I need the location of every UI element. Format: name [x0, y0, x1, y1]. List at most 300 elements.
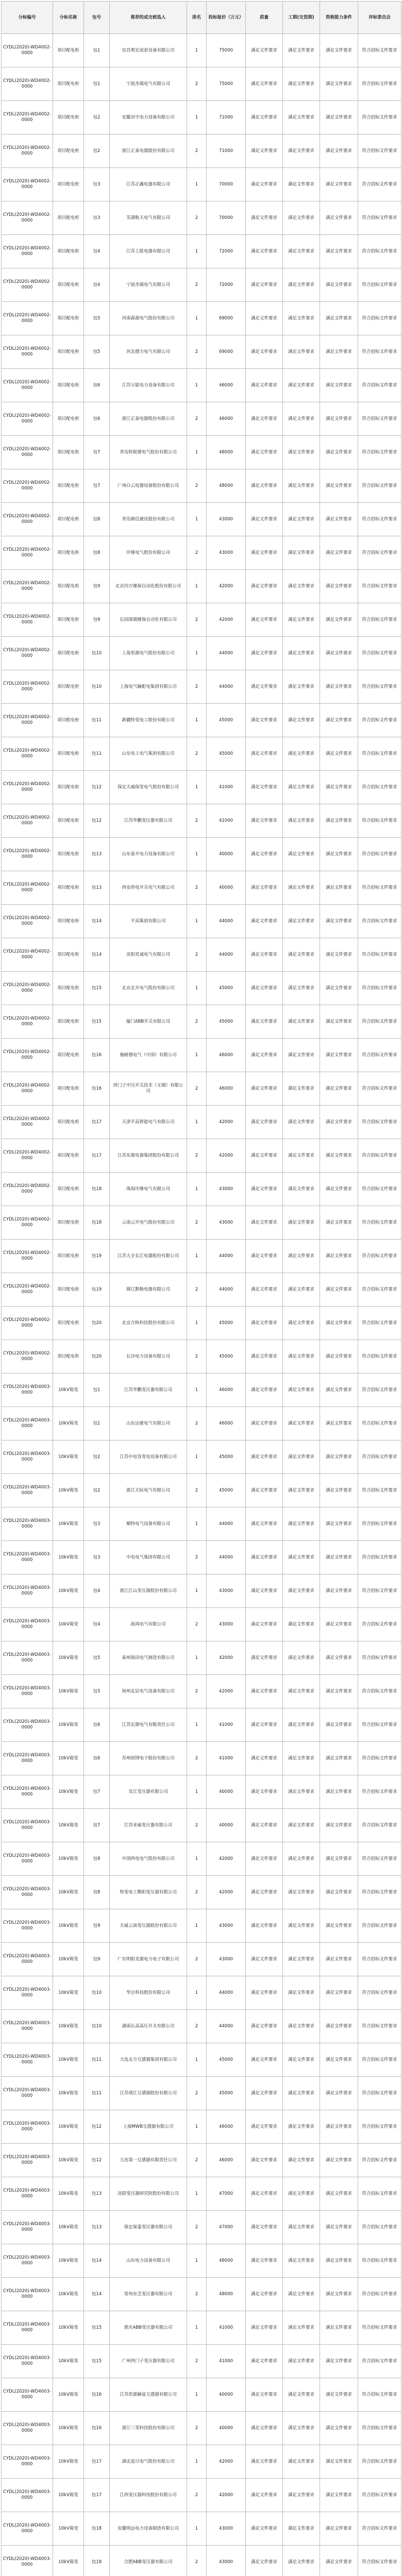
cell-qualification: 满足文件要求 — [320, 2211, 358, 2244]
cell-candidate: 华自科技股份有限公司 — [110, 1976, 187, 2010]
cell-section-code: CYDL(2020)-WD4002-0000 — [2, 938, 53, 972]
cell-quality: 满足文件要求 — [246, 335, 283, 369]
cell-section-name: 10kV箱变 — [53, 2110, 84, 2144]
cell-committee: 符合招标文件要求 — [358, 1608, 401, 1641]
cell-bid-price: 42000 — [207, 1139, 246, 1173]
header-delivery: 工期(交货期) — [283, 2, 320, 34]
cell-package: 包11 — [84, 737, 110, 771]
cell-qualification: 满足文件要求 — [320, 503, 358, 536]
cell-committee: 符合招标文件要求 — [358, 1072, 401, 1106]
cell-bid-price: 46000 — [207, 1407, 246, 1440]
cell-section-name: 10kV箱变 — [53, 2412, 84, 2445]
cell-committee: 符合招标文件要求 — [358, 1943, 401, 1976]
cell-quality: 满足文件要求 — [246, 804, 283, 838]
cell-package: 包17 — [84, 1139, 110, 1173]
cell-delivery: 满足文件要求 — [283, 2445, 320, 2479]
cell-section-code: CYDL(2020)-WD4003-0000 — [2, 1976, 53, 2010]
cell-bid-price: 45000 — [207, 1005, 246, 1039]
cell-committee: 符合招标文件要求 — [358, 2211, 401, 2244]
cell-package: 包20 — [84, 1340, 110, 1374]
cell-delivery: 满足文件要求 — [283, 1374, 320, 1407]
cell-qualification: 满足文件要求 — [320, 670, 358, 704]
cell-bid-price: 72000 — [207, 235, 246, 268]
cell-package: 包1 — [84, 67, 110, 101]
cell-rank: 2 — [187, 268, 207, 302]
cell-delivery: 满足文件要求 — [283, 603, 320, 637]
cell-quality: 满足文件要求 — [246, 2211, 283, 2244]
cell-committee: 符合招标文件要求 — [358, 2479, 401, 2512]
cell-qualification: 满足文件要求 — [320, 2177, 358, 2211]
table-row — [2, 804, 401, 838]
cell-bid-price: 71000 — [207, 101, 246, 134]
cell-bid-price: 43000 — [207, 2512, 246, 2546]
table-row — [2, 2278, 401, 2311]
cell-committee: 符合招标文件要求 — [358, 1976, 401, 2010]
cell-candidate: 江苏宏源电气有限责任公司 — [110, 1708, 187, 1742]
cell-section-name: 10kV箱变 — [53, 1474, 84, 1507]
cell-delivery: 满足文件要求 — [283, 871, 320, 905]
cell-candidate: 沈阳昊诚电气有限公司 — [110, 938, 187, 972]
cell-committee: 符合招标文件要求 — [358, 1005, 401, 1039]
header-section-name: 分标名称 — [53, 2, 84, 34]
cell-section-name: 10kV箱变 — [53, 1742, 84, 1775]
table-row — [2, 2244, 401, 2278]
cell-section-name: 10kV箱变 — [53, 1641, 84, 1675]
cell-quality: 满足文件要求 — [246, 704, 283, 737]
cell-delivery: 满足文件要求 — [283, 1574, 320, 1608]
cell-package: 包19 — [84, 1240, 110, 1273]
cell-section-code: CYDL(2020)-WD4002-0000 — [2, 1206, 53, 1240]
cell-section-name: 项目配电柜 — [53, 1173, 84, 1206]
cell-qualification: 满足文件要求 — [320, 168, 358, 201]
cell-delivery: 满足文件要求 — [283, 1474, 320, 1507]
cell-package: 包11 — [84, 2043, 110, 2077]
cell-bid-price: 44000 — [207, 1273, 246, 1307]
cell-candidate: 顺特电气设备有限公司 — [110, 1507, 187, 1541]
cell-delivery: 满足文件要求 — [283, 268, 320, 302]
header-package: 包号 — [84, 2, 110, 34]
cell-quality: 满足文件要求 — [246, 2177, 283, 2211]
cell-candidate: 江苏亚威变压器有限公司 — [110, 1809, 187, 1842]
cell-bid-price: 71000 — [207, 134, 246, 168]
cell-rank: 2 — [187, 2278, 207, 2311]
cell-package: 包10 — [84, 1976, 110, 2010]
cell-rank: 2 — [187, 1407, 207, 1440]
cell-delivery: 满足文件要求 — [283, 570, 320, 603]
cell-bid-price: 44000 — [207, 938, 246, 972]
cell-qualification: 满足文件要求 — [320, 1072, 358, 1106]
cell-package: 包2 — [84, 1474, 110, 1507]
cell-candidate: 河南森源电气股份有限公司 — [110, 302, 187, 335]
cell-qualification: 满足文件要求 — [320, 1173, 358, 1206]
cell-section-name: 项目配电柜 — [53, 168, 84, 201]
cell-qualification: 满足文件要求 — [320, 2311, 358, 2345]
table-row — [2, 503, 401, 536]
cell-delivery: 满足文件要求 — [283, 1440, 320, 1474]
cell-committee: 符合招标文件要求 — [358, 2077, 401, 2110]
cell-candidate: 保定保菱变压器有限公司 — [110, 2211, 187, 2244]
cell-package: 包9 — [84, 603, 110, 637]
cell-quality: 满足文件要求 — [246, 972, 283, 1005]
cell-quality: 满足文件要求 — [246, 2043, 283, 2077]
cell-candidate: 西门子中压开关技术（无锡）有限公司 — [110, 1072, 187, 1106]
cell-section-code: CYDL(2020)-WD4002-0000 — [2, 905, 53, 938]
cell-committee: 符合招标文件要求 — [358, 905, 401, 938]
cell-rank: 2 — [187, 670, 207, 704]
cell-bid-price: 44000 — [207, 1541, 246, 1574]
cell-candidate: 特变电工衡阳变压器有限公司 — [110, 1876, 187, 1909]
cell-qualification: 满足文件要求 — [320, 1742, 358, 1775]
cell-committee: 符合招标文件要求 — [358, 838, 401, 871]
cell-section-code: CYDL(2020)-WD4002-0000 — [2, 1307, 53, 1340]
cell-package: 包20 — [84, 1307, 110, 1340]
header-section-code: 分标编号 — [2, 2, 53, 34]
table-row — [2, 905, 401, 938]
table-row — [2, 235, 401, 268]
cell-committee: 符合招标文件要求 — [358, 804, 401, 838]
table-row — [2, 670, 401, 704]
cell-bid-price: 75000 — [207, 67, 246, 101]
cell-committee: 符合招标文件要求 — [358, 670, 401, 704]
cell-bid-price: 41000 — [207, 2311, 246, 2345]
cell-candidate: 江苏东源电器集团股份有限公司 — [110, 1139, 187, 1173]
cell-quality: 满足文件要求 — [246, 1106, 283, 1139]
cell-bid-price: 43000 — [207, 1909, 246, 1943]
cell-bid-price: 44000 — [207, 670, 246, 704]
cell-delivery: 满足文件要求 — [283, 369, 320, 402]
cell-bid-price: 41000 — [207, 1708, 246, 1742]
cell-candidate: 天威云南变压器股份有限公司 — [110, 1909, 187, 1943]
cell-qualification: 满足文件要求 — [320, 1206, 358, 1240]
cell-rank: 2 — [187, 603, 207, 637]
cell-committee: 符合招标文件要求 — [358, 1675, 401, 1708]
cell-quality: 满足文件要求 — [246, 34, 283, 67]
cell-committee: 符合招标文件要求 — [358, 2144, 401, 2177]
cell-candidate: 山东电力设备有限公司 — [110, 2244, 187, 2278]
cell-qualification: 满足文件要求 — [320, 1775, 358, 1809]
cell-section-code: CYDL(2020)-WD4002-0000 — [2, 302, 53, 335]
cell-section-name: 项目配电柜 — [53, 838, 84, 871]
cell-rank: 2 — [187, 2144, 207, 2177]
cell-quality: 满足文件要求 — [246, 771, 283, 804]
cell-section-name: 10kV箱变 — [53, 1407, 84, 1440]
cell-bid-price: 42000 — [207, 1106, 246, 1139]
cell-candidate: 广州白云电器设备股份有限公司 — [110, 469, 187, 503]
cell-rank: 2 — [187, 1206, 207, 1240]
cell-section-code: CYDL(2020)-WD4002-0000 — [2, 268, 53, 302]
cell-delivery: 满足文件要求 — [283, 2043, 320, 2077]
cell-section-code: CYDL(2020)-WD4002-0000 — [2, 436, 53, 469]
cell-candidate: 合肥ABB变压器有限公司 — [110, 2546, 187, 2576]
cell-package: 包7 — [84, 1809, 110, 1842]
cell-delivery: 满足文件要求 — [283, 1407, 320, 1440]
cell-rank: 1 — [187, 905, 207, 938]
cell-bid-price: 40000 — [207, 2412, 246, 2445]
cell-package: 包10 — [84, 2010, 110, 2043]
cell-rank: 2 — [187, 2077, 207, 2110]
cell-section-code: CYDL(2020)-WD4003-0000 — [2, 1507, 53, 1541]
header-qualification: 资格能力条件 — [320, 2, 358, 34]
cell-qualification: 满足文件要求 — [320, 2010, 358, 2043]
cell-qualification: 满足文件要求 — [320, 2445, 358, 2479]
cell-delivery: 满足文件要求 — [283, 1206, 320, 1240]
cell-bid-price: 44000 — [207, 905, 246, 938]
cell-section-name: 项目配电柜 — [53, 134, 84, 168]
cell-rank: 2 — [187, 1943, 207, 1976]
cell-committee: 符合招标文件要求 — [358, 1507, 401, 1541]
cell-section-code: CYDL(2020)-WD4003-0000 — [2, 1374, 53, 1407]
cell-section-code: CYDL(2020)-WD4002-0000 — [2, 1039, 53, 1072]
cell-bid-price: 41000 — [207, 2345, 246, 2378]
table-row — [2, 972, 401, 1005]
cell-committee: 符合招标文件要求 — [358, 2110, 401, 2144]
cell-bid-price: 42000 — [207, 1641, 246, 1675]
cell-delivery: 满足文件要求 — [283, 503, 320, 536]
cell-section-code: CYDL(2020)-WD4003-0000 — [2, 2546, 53, 2576]
cell-bid-price: 47000 — [207, 2177, 246, 2211]
cell-bid-price: 46000 — [207, 1072, 246, 1106]
cell-section-name: 10kV箱变 — [53, 1708, 84, 1742]
cell-section-name: 10kV箱变 — [53, 2311, 84, 2345]
cell-quality: 满足文件要求 — [246, 938, 283, 972]
cell-qualification: 满足文件要求 — [320, 1507, 358, 1541]
cell-section-name: 项目配电柜 — [53, 1005, 84, 1039]
table-row — [2, 871, 401, 905]
cell-package: 包19 — [84, 1273, 110, 1307]
cell-candidate: 湖北追日电气股份有限公司 — [110, 2445, 187, 2479]
cell-candidate: 大连北方互感器集团有限公司 — [110, 2043, 187, 2077]
cell-delivery: 满足文件要求 — [283, 771, 320, 804]
table-row — [2, 2110, 401, 2144]
cell-section-name: 10kV箱变 — [53, 2144, 84, 2177]
cell-rank: 1 — [187, 1106, 207, 1139]
table-row — [2, 335, 401, 369]
cell-quality: 满足文件要求 — [246, 1608, 283, 1641]
table-row — [2, 2177, 401, 2211]
cell-delivery: 满足文件要求 — [283, 2512, 320, 2546]
table-row — [2, 101, 401, 134]
cell-package: 包11 — [84, 704, 110, 737]
cell-committee: 符合招标文件要求 — [358, 1273, 401, 1307]
cell-package: 包13 — [84, 2177, 110, 2211]
table-row — [2, 1641, 401, 1675]
cell-delivery: 满足文件要求 — [283, 2311, 320, 2345]
cell-bid-price: 40000 — [207, 1809, 246, 1842]
cell-rank: 2 — [187, 2479, 207, 2512]
cell-qualification: 满足文件要求 — [320, 1943, 358, 1976]
cell-package: 包1 — [84, 1407, 110, 1440]
cell-committee: 符合招标文件要求 — [358, 1340, 401, 1374]
cell-rank: 2 — [187, 134, 207, 168]
cell-section-name: 10kV箱变 — [53, 1374, 84, 1407]
cell-rank: 2 — [187, 1340, 207, 1374]
cell-qualification: 满足文件要求 — [320, 871, 358, 905]
cell-candidate: 北京合纵科技股份有限公司 — [110, 1307, 187, 1340]
cell-qualification: 满足文件要求 — [320, 938, 358, 972]
cell-candidate: 沈阳变压器研究院股份有限公司 — [110, 2177, 187, 2211]
cell-rank: 1 — [187, 2378, 207, 2412]
cell-section-code: CYDL(2020)-WD4002-0000 — [2, 1139, 53, 1173]
table-row — [2, 2144, 401, 2177]
cell-candidate: 江苏正鑫电器有限公司 — [110, 168, 187, 201]
table-row — [2, 2010, 401, 2043]
cell-section-name: 10kV箱变 — [53, 2479, 84, 2512]
cell-quality: 满足文件要求 — [246, 1909, 283, 1943]
cell-qualification: 满足文件要求 — [320, 1574, 358, 1608]
cell-package: 包16 — [84, 1072, 110, 1106]
cell-package: 包6 — [84, 1708, 110, 1742]
cell-qualification: 满足文件要求 — [320, 1876, 358, 1909]
cell-qualification: 满足文件要求 — [320, 637, 358, 670]
cell-candidate: 许继电气股份有限公司 — [110, 536, 187, 570]
cell-bid-price: 48000 — [207, 2244, 246, 2278]
cell-delivery: 满足文件要求 — [283, 302, 320, 335]
cell-section-name: 10kV箱变 — [53, 1608, 84, 1641]
cell-package: 包2 — [84, 1440, 110, 1474]
cell-committee: 符合招标文件要求 — [358, 1474, 401, 1507]
cell-qualification: 满足文件要求 — [320, 2546, 358, 2576]
cell-section-code: CYDL(2020)-WD4002-0000 — [2, 235, 53, 268]
cell-qualification: 满足文件要求 — [320, 1976, 358, 2010]
cell-bid-price: 45000 — [207, 1307, 246, 1340]
cell-qualification: 满足文件要求 — [320, 67, 358, 101]
cell-quality: 满足文件要求 — [246, 1240, 283, 1273]
cell-qualification: 满足文件要求 — [320, 704, 358, 737]
header-candidate: 推荐的成交候选人 — [110, 2, 187, 34]
cell-section-code: CYDL(2020)-WD4003-0000 — [2, 2144, 53, 2177]
cell-section-code: CYDL(2020)-WD4003-0000 — [2, 1474, 53, 1507]
cell-committee: 符合招标文件要求 — [358, 2244, 401, 2278]
cell-delivery: 满足文件要求 — [283, 1039, 320, 1072]
cell-bid-price: 41000 — [207, 804, 246, 838]
cell-rank: 2 — [187, 737, 207, 771]
cell-candidate: 云南云开电气股份有限公司 — [110, 1206, 187, 1240]
cell-section-code: CYDL(2020)-WD4003-0000 — [2, 1809, 53, 1842]
cell-section-code: CYDL(2020)-WD4002-0000 — [2, 771, 53, 804]
cell-section-code: CYDL(2020)-WD4002-0000 — [2, 1340, 53, 1374]
cell-delivery: 满足文件要求 — [283, 2010, 320, 2043]
cell-candidate: 上海思源电气股份有限公司 — [110, 637, 187, 670]
cell-delivery: 满足文件要求 — [283, 1106, 320, 1139]
cell-quality: 满足文件要求 — [246, 1574, 283, 1608]
cell-quality: 满足文件要求 — [246, 2512, 283, 2546]
cell-delivery: 满足文件要求 — [283, 1775, 320, 1809]
cell-committee: 符合招标文件要求 — [358, 2512, 401, 2546]
cell-bid-price: 43000 — [207, 1206, 246, 1240]
cell-quality: 满足文件要求 — [246, 2110, 283, 2144]
cell-qualification: 满足文件要求 — [320, 2378, 358, 2412]
cell-bid-price: 45000 — [207, 737, 246, 771]
cell-section-name: 10kV箱变 — [53, 1440, 84, 1474]
cell-delivery: 满足文件要求 — [283, 2479, 320, 2512]
cell-rank: 1 — [187, 1173, 207, 1206]
cell-bid-price: 72000 — [207, 268, 246, 302]
table-row — [2, 2546, 401, 2576]
cell-qualification: 满足文件要求 — [320, 469, 358, 503]
table-row — [2, 1374, 401, 1407]
cell-committee: 符合招标文件要求 — [358, 1909, 401, 1943]
cell-delivery: 满足文件要求 — [283, 1742, 320, 1775]
table-row — [2, 436, 401, 469]
cell-delivery: 满足文件要求 — [283, 938, 320, 972]
cell-candidate: 江苏思源赫兹互感器有限公司 — [110, 2378, 187, 2412]
cell-section-name: 10kV箱变 — [53, 2010, 84, 2043]
table-row — [2, 302, 401, 335]
cell-candidate: 上海MWB互感器有限公司 — [110, 2110, 187, 2144]
cell-delivery: 满足文件要求 — [283, 737, 320, 771]
cell-qualification: 满足文件要求 — [320, 2110, 358, 2144]
cell-committee: 符合招标文件要求 — [358, 436, 401, 469]
cell-candidate: 泰州海田电气制造有限公司 — [110, 1641, 187, 1675]
cell-section-code: CYDL(2020)-WD4002-0000 — [2, 804, 53, 838]
cell-package: 包8 — [84, 536, 110, 570]
cell-section-code: CYDL(2020)-WD4002-0000 — [2, 369, 53, 402]
cell-section-name: 项目配电柜 — [53, 1240, 84, 1273]
cell-section-name: 10kV箱变 — [53, 1976, 84, 2010]
cell-package: 包3 — [84, 1541, 110, 1574]
cell-qualification: 满足文件要求 — [320, 1407, 358, 1440]
cell-quality: 满足文件要求 — [246, 1005, 283, 1039]
table-row — [2, 469, 401, 503]
cell-committee: 符合招标文件要求 — [358, 1876, 401, 1909]
cell-section-code: CYDL(2020)-WD4003-0000 — [2, 2278, 53, 2311]
cell-delivery: 满足文件要求 — [283, 1340, 320, 1374]
table-row — [2, 938, 401, 972]
cell-rank: 2 — [187, 2345, 207, 2378]
cell-candidate: 北京北开电气股份有限公司 — [110, 972, 187, 1005]
cell-package: 包2 — [84, 101, 110, 134]
table-row — [2, 1206, 401, 1240]
cell-committee: 符合招标文件要求 — [358, 536, 401, 570]
cell-rank: 1 — [187, 771, 207, 804]
cell-candidate: 上海电气输配电集团有限公司 — [110, 670, 187, 704]
cell-committee: 符合招标文件要求 — [358, 2412, 401, 2445]
cell-package: 包4 — [84, 1608, 110, 1641]
cell-qualification: 满足文件要求 — [320, 302, 358, 335]
cell-quality: 满足文件要求 — [246, 871, 283, 905]
cell-section-name: 10kV箱变 — [53, 2546, 84, 2576]
cell-candidate: 江苏华鹏变压器有限公司 — [110, 804, 187, 838]
cell-rank: 1 — [187, 637, 207, 670]
cell-rank: 1 — [187, 972, 207, 1005]
cell-candidate: 山东泰开电力设备有限公司 — [110, 838, 187, 871]
cell-quality: 满足文件要求 — [246, 101, 283, 134]
cell-section-name: 10kV箱变 — [53, 1574, 84, 1608]
cell-package: 包9 — [84, 1943, 110, 1976]
cell-section-name: 10kV箱变 — [53, 1507, 84, 1541]
table-row — [2, 2211, 401, 2244]
cell-bid-price: 40000 — [207, 838, 246, 871]
cell-section-code: CYDL(2020)-WD4002-0000 — [2, 1173, 53, 1206]
cell-committee: 符合招标文件要求 — [358, 1809, 401, 1842]
cell-section-name: 10kV箱变 — [53, 2278, 84, 2311]
cell-delivery: 满足文件要求 — [283, 235, 320, 268]
cell-package: 包16 — [84, 2412, 110, 2445]
cell-section-code: CYDL(2020)-WD4003-0000 — [2, 2311, 53, 2345]
cell-qualification: 满足文件要求 — [320, 1440, 358, 1474]
cell-rank: 2 — [187, 67, 207, 101]
cell-quality: 满足文件要求 — [246, 1708, 283, 1742]
cell-quality: 满足文件要求 — [246, 637, 283, 670]
cell-committee: 符合招标文件要求 — [358, 2345, 401, 2378]
cell-quality: 满足文件要求 — [246, 670, 283, 704]
cell-candidate: 宁波杰瑞电气有限公司 — [110, 67, 187, 101]
cell-bid-price: 42000 — [207, 1876, 246, 1909]
cell-package: 包13 — [84, 838, 110, 871]
cell-rank: 1 — [187, 436, 207, 469]
cell-rank: 1 — [187, 1909, 207, 1943]
cell-section-name: 10kV箱变 — [53, 2445, 84, 2479]
